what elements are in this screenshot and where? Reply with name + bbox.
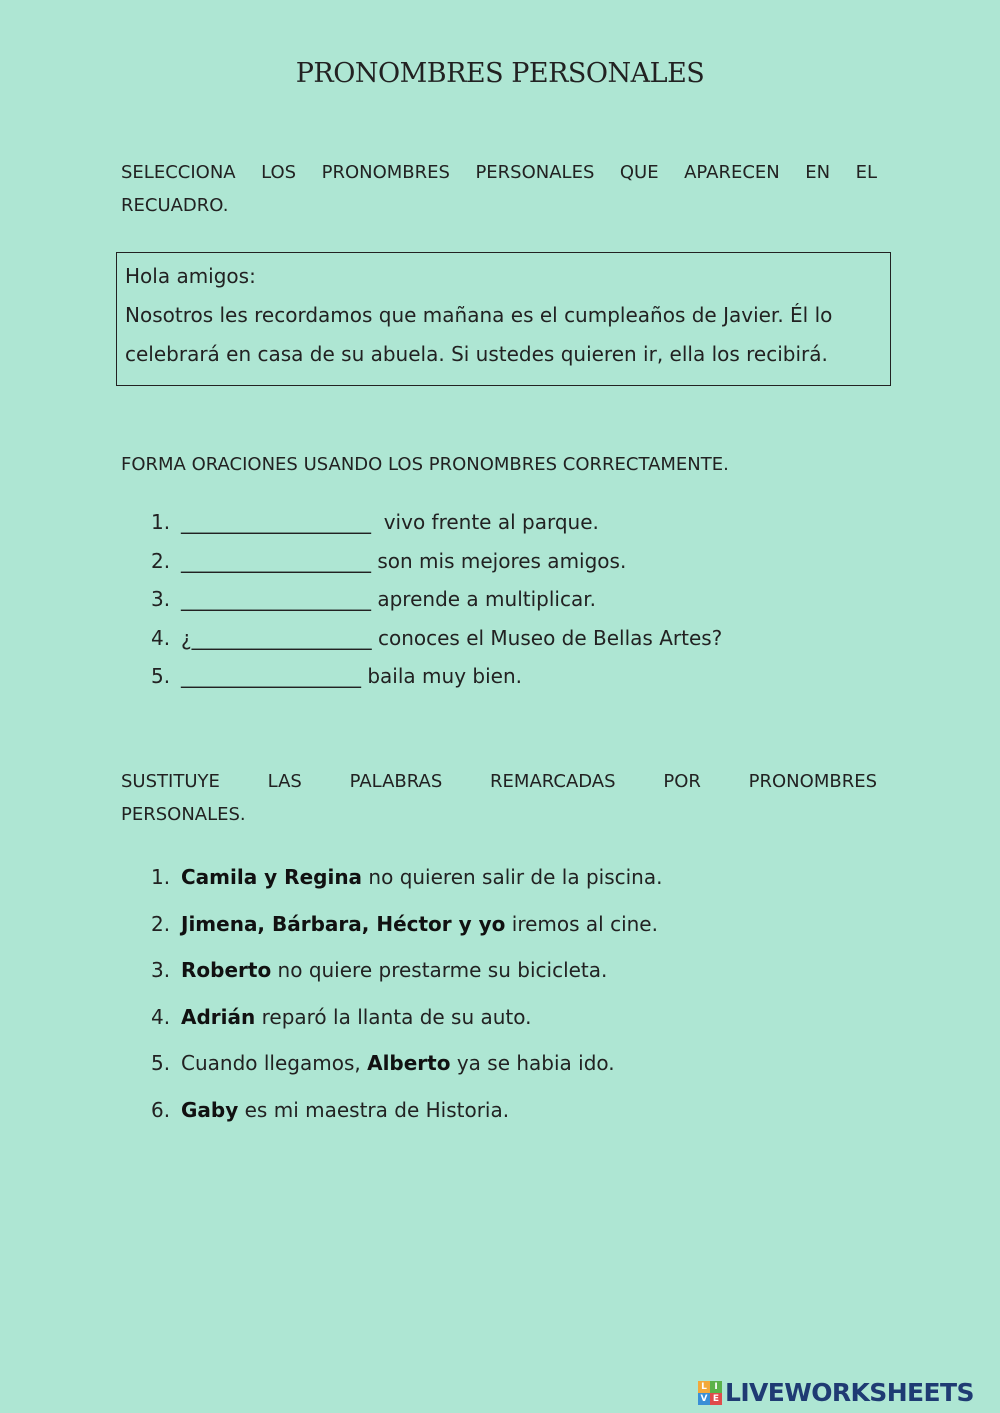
item-text: aprende a multiplicar.	[371, 587, 596, 611]
list-item	[151, 947, 662, 994]
instruction-line: SELECCIONA LOS PRONOMBRES PERSONALES QUE APARECEN EN EL	[121, 162, 877, 183]
logo-mark-letter: L	[698, 1381, 710, 1393]
list-item	[151, 901, 662, 948]
answer-blank[interactable]: ¿__________________	[181, 625, 372, 650]
list-item	[151, 542, 722, 581]
list-item	[151, 619, 722, 658]
item-number: 5.	[151, 1051, 171, 1076]
item-text: son mis mejores amigos.	[371, 548, 627, 573]
box-line: Nosotros les recordamos que mañana es el cumpleaños de Javier. Él lo	[125, 303, 833, 327]
item-number: 5.	[151, 664, 171, 688]
logo-mark-letter: V	[698, 1393, 710, 1405]
answer-blank[interactable]: ___________________	[181, 548, 371, 573]
item-pre: Cuando llegamos,	[181, 1051, 368, 1076]
logo-text: LIVEWORKSHEETS	[725, 1378, 974, 1407]
logo-mark-letter: E	[710, 1393, 722, 1405]
fill-blank-list	[151, 503, 722, 696]
item-text: ya se habia ido.	[450, 1051, 615, 1076]
list-item	[151, 1040, 662, 1087]
list-item	[151, 580, 722, 619]
item-number: 3.	[151, 958, 171, 983]
highlighted-words: Gaby	[181, 1097, 239, 1122]
item-text: es mi maestra de Historia.	[238, 1097, 510, 1122]
item-number: 6.	[151, 1097, 171, 1122]
instruction-select-pronouns	[121, 156, 877, 222]
answer-blank[interactable]: ___________________	[181, 587, 371, 611]
logo-mark-icon	[698, 1381, 722, 1405]
item-number: 4.	[151, 625, 171, 650]
item-text: no quiere prestarme su bicicleta.	[271, 958, 608, 983]
item-number: 2.	[151, 911, 171, 936]
item-text: baila muy bien.	[361, 664, 522, 688]
list-item	[151, 503, 722, 542]
list-item	[151, 1087, 662, 1134]
answer-blank[interactable]: __________________	[181, 664, 361, 688]
box-line: Hola amigos:	[125, 264, 256, 288]
highlighted-words: Camila y Regina	[181, 865, 363, 889]
item-text: no quieren salir de la piscina.	[362, 865, 663, 889]
highlighted-words: Jimena, Bárbara, Héctor y yo	[181, 911, 506, 936]
list-item	[151, 994, 662, 1041]
logo-mark-letter: I	[710, 1381, 722, 1393]
instruction-line: PERSONALES.	[121, 804, 246, 825]
item-number: 1.	[151, 865, 171, 889]
item-number: 1.	[151, 510, 171, 534]
text-box[interactable]	[116, 252, 891, 386]
instruction-line: SUSTITUYE LAS PALABRAS REMARCADAS POR PRONOMBRES	[121, 771, 877, 792]
item-number: 3.	[151, 587, 171, 611]
instruction-substitute	[121, 765, 877, 831]
instruction-line: RECUADRO.	[121, 195, 229, 216]
answer-blank[interactable]: ___________________	[181, 510, 378, 534]
item-text: reparó la llanta de su auto.	[255, 1004, 532, 1029]
box-line: celebrará en casa de su abuela. Si ustedes quieren ir, ella los recibirá.	[125, 342, 828, 366]
substitute-list	[151, 854, 662, 1134]
instruction-form-sentences: FORMA ORACIONES USANDO LOS PRONOMBRES CORRECTAMENTE.	[121, 454, 729, 475]
item-text: conoces el Museo de Bellas Artes?	[371, 625, 723, 650]
page-title: PRONOMBRES PERSONALES	[295, 58, 705, 89]
item-text: iremos al cine.	[505, 911, 658, 936]
highlighted-words: Roberto	[181, 958, 272, 983]
liveworksheets-logo[interactable]	[698, 1378, 974, 1407]
highlighted-words: Alberto	[367, 1051, 451, 1076]
list-item	[151, 657, 722, 696]
highlighted-words: Adrián	[181, 1004, 256, 1029]
item-number: 2.	[151, 548, 171, 573]
list-item	[151, 854, 662, 901]
item-number: 4.	[151, 1004, 171, 1029]
item-text: vivo frente al parque.	[377, 510, 599, 534]
